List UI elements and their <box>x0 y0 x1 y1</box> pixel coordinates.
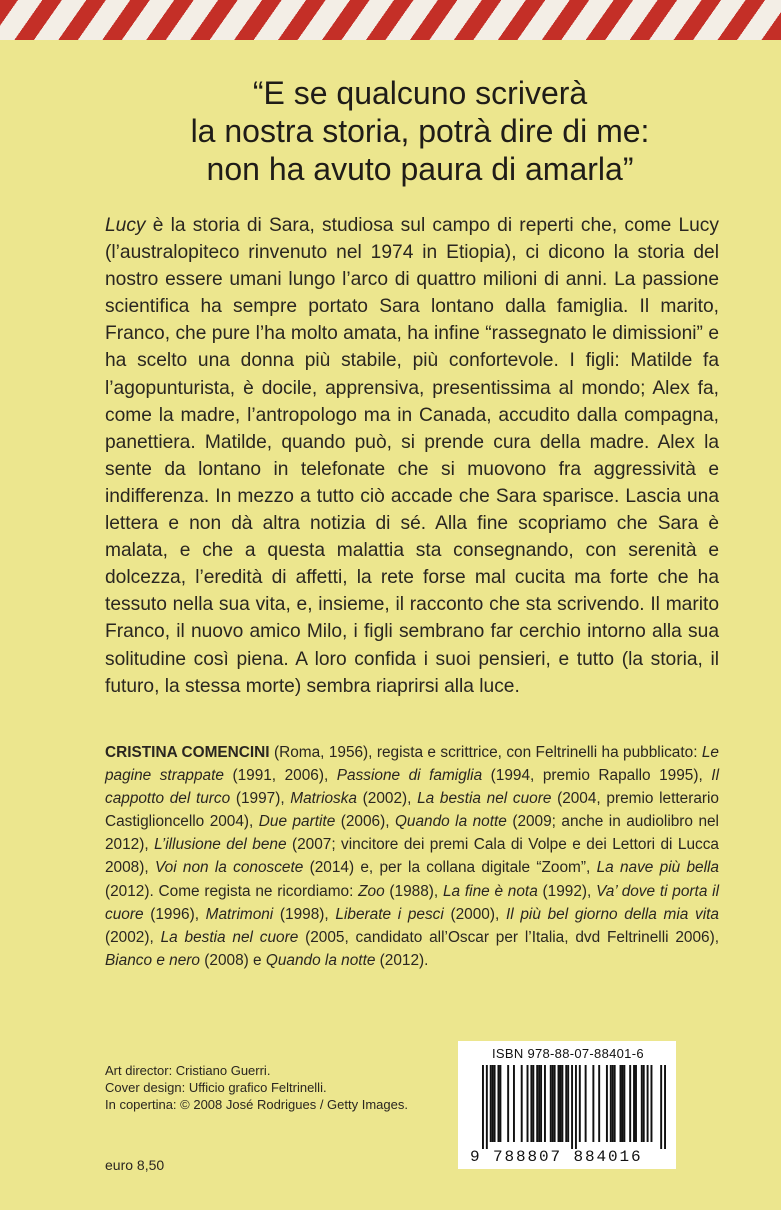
work-title: Due partite <box>258 813 336 831</box>
work-title: Il cappotto del turco <box>105 767 719 808</box>
barcode-bar <box>558 1065 560 1142</box>
bio-text: (2004, premio letterario Castiglioncello 2004), <box>105 790 719 831</box>
quote-line-2: la nostra storia, potrà dire di me: <box>190 113 650 149</box>
cover-quote <box>140 74 700 188</box>
barcode-bar <box>633 1065 635 1142</box>
barcode-bar <box>647 1065 649 1142</box>
bio-text: (1997), <box>230 790 291 808</box>
bio-text: (Roma, 1956), regista e scrittrice, con Feltrinelli ha pubblicato: <box>269 744 702 761</box>
work-title: Voi non la conoscete <box>154 859 304 877</box>
barcode-bar <box>486 1065 488 1149</box>
bio-text: (2014) e, per la collana digitale “Zoom”, <box>303 859 597 877</box>
bio-text: (2002), <box>105 928 161 946</box>
barcode-bar <box>499 1065 501 1142</box>
barcode-bar <box>532 1065 534 1142</box>
barcode-bar <box>598 1065 600 1142</box>
barcode-bar <box>660 1065 662 1149</box>
barcode-bar <box>552 1065 554 1142</box>
barcode-bar <box>565 1065 567 1142</box>
quote-line-3: non ha avuto paura di amarla” <box>206 151 634 187</box>
bio-text: (1991, 2006), <box>223 767 337 785</box>
work-title: Liberate i pesci <box>335 905 444 923</box>
barcode-bar <box>579 1065 581 1142</box>
barcode-bar <box>592 1065 594 1142</box>
work-title: Quando la notte <box>265 951 376 969</box>
barcode-bar <box>614 1065 616 1142</box>
barcode-bar <box>490 1065 492 1142</box>
price-label: euro 8,50 <box>105 1157 165 1173</box>
barcode-bar <box>527 1065 529 1142</box>
barcode-bar <box>521 1065 523 1142</box>
isbn-barcode-box <box>458 1041 676 1169</box>
barcode-bar <box>554 1065 556 1142</box>
bio-text: (1996), <box>143 905 206 923</box>
bio-text: (2002), <box>357 790 418 808</box>
red-stripe-band <box>0 0 781 40</box>
barcode-bar <box>497 1065 499 1142</box>
barcode-bar <box>635 1065 637 1142</box>
barcode-bar <box>567 1065 569 1142</box>
book-title: Lucy <box>105 215 146 236</box>
barcode-bar <box>544 1065 546 1142</box>
barcode-bar <box>641 1065 643 1142</box>
barcode-bar <box>507 1065 509 1142</box>
barcode-graphic <box>482 1065 666 1149</box>
barcode-bar <box>492 1065 494 1142</box>
bio-text: (2006), <box>335 813 395 831</box>
bio-text: (2008) e <box>199 951 266 969</box>
credit-cover-image: In copertina: © 2008 José Rodrigues / Getty Images. <box>105 1097 408 1112</box>
bio-text: (2007; vincitore dei premi Cala di Volpe e dei Lettori di Lucca 2008), <box>105 836 719 877</box>
bio-text: (2012). <box>375 951 429 969</box>
credit-art-director: Art director: Cristiano Guerri. <box>105 1063 271 1078</box>
barcode-bar <box>629 1065 631 1142</box>
bio-text: (2012). Come regista ne ricordiamo: <box>105 882 359 900</box>
bio-text: (2000), <box>443 905 506 923</box>
work-title: Matrioska <box>290 790 357 808</box>
barcode-bar <box>513 1065 515 1142</box>
credits-block <box>105 1062 445 1113</box>
barcode-bar <box>494 1065 496 1142</box>
barcode-bar <box>536 1065 538 1142</box>
barcode-bar <box>606 1065 608 1142</box>
author-bio <box>105 741 719 972</box>
barcode-bar <box>559 1065 561 1142</box>
barcode-bar <box>585 1065 587 1142</box>
work-title: Zoo <box>358 882 385 900</box>
work-title: Passione di famiglia <box>336 767 483 785</box>
barcode-bar <box>621 1065 623 1142</box>
isbn-digits: 9 788807 884016 <box>470 1148 643 1166</box>
work-title: L’illusione del bene <box>154 836 287 854</box>
bio-text: (2009; anche in audiolibro nel 2012), <box>105 813 719 854</box>
barcode-bar <box>482 1065 484 1149</box>
barcode-bar <box>643 1065 645 1142</box>
work-title: Va’ dove ti porta il cuore <box>105 882 720 923</box>
work-title: Le pagine strappate <box>105 744 719 785</box>
barcode-bar <box>571 1065 573 1149</box>
barcode-bar <box>623 1065 625 1142</box>
bio-text: (1988), <box>384 882 443 900</box>
isbn-label: ISBN 978-88-07-88401-6 <box>492 1046 644 1061</box>
author-name: CRISTINA COMENCINI <box>105 744 270 761</box>
barcode-bar <box>575 1065 577 1149</box>
barcode-bar <box>530 1065 532 1142</box>
work-title: Il più bel giorno della mia vita <box>505 905 719 923</box>
barcode-bar <box>561 1065 563 1142</box>
barcode-bar <box>651 1065 653 1142</box>
credit-cover-design: Cover design: Ufficio grafico Feltrinelli. <box>105 1080 327 1095</box>
work-title: Matrimoni <box>205 905 274 923</box>
barcode-bar <box>610 1065 612 1142</box>
bio-text: (1998), <box>273 905 336 923</box>
work-title: La fine è nota <box>442 882 538 900</box>
work-title: Quando la notte <box>394 813 507 831</box>
barcode-bar <box>620 1065 622 1142</box>
synopsis-body: è la storia di Sara, studiosa sul campo di reperti che, come Lucy (l’australopiteco rinvenuto nel 1974 in Etiopia), ci dicono la storia del nostro essere umani lungo l’arco di quattro milioni di anni. La passione scientifica ha sempre portato Sara lontano dalla famiglia. Il marito, Franco, che pure l’ha molto amata, ha infine “rassegnato le dimissioni” e ha scelto una donna più stabile, più confortevole. I figli: Matilde fa l’agopunturista, è docile, apprensiva, presentissima al mondo; Alex fa, come la madre, l’antropologo ma in Canada, accudito dalla compagna, panettiera. Matilde, quando può, si prende cura della madre. Alex la sente da lontano in telefonate che si muovono fra aggressività e indifferenza. In mezzo a tutto ciò accade che Sara sparisce. Lascia una lettera e non dà altra notizia di sé. Alla fine scopriamo che Sara è malata, e che a questa malattia sta consegnando, con serenità e dolcezza, l’eredità di affetti, la rete forse mal cucita ma forte che ha tessuto nella sua vita, e, insieme, il racconto che sta scrivendo. Il marito Franco, il nuovo amico Milo, i figli sembrano far cerchio intorno alla sua solitudine così piena. A loro confida i suoi pensieri, e tutto (la storia, il futuro, la stessa morte) sembra riaprirsi alla luce. <box>105 215 719 697</box>
work-title: La bestia nel cuore <box>417 790 552 808</box>
work-title: La nave più bella <box>596 859 719 877</box>
bio-text: (2005, candidato all’Oscar per l’Italia, dvd Feltrinelli 2006), <box>298 928 719 946</box>
barcode-bar <box>538 1065 540 1142</box>
barcode-bar <box>664 1065 666 1149</box>
barcode-bar <box>540 1065 542 1142</box>
quote-line-1: “E se qualcuno scriverà <box>252 75 588 111</box>
barcode-bar <box>612 1065 614 1142</box>
barcode-bar <box>550 1065 552 1142</box>
work-title: Bianco e nero <box>105 951 200 969</box>
synopsis-paragraph <box>105 212 719 700</box>
work-title: La bestia nel cuore <box>160 928 299 946</box>
bio-text: (1992), <box>537 882 597 900</box>
bio-text: (1994, premio Rapallo 1995), <box>482 767 712 785</box>
